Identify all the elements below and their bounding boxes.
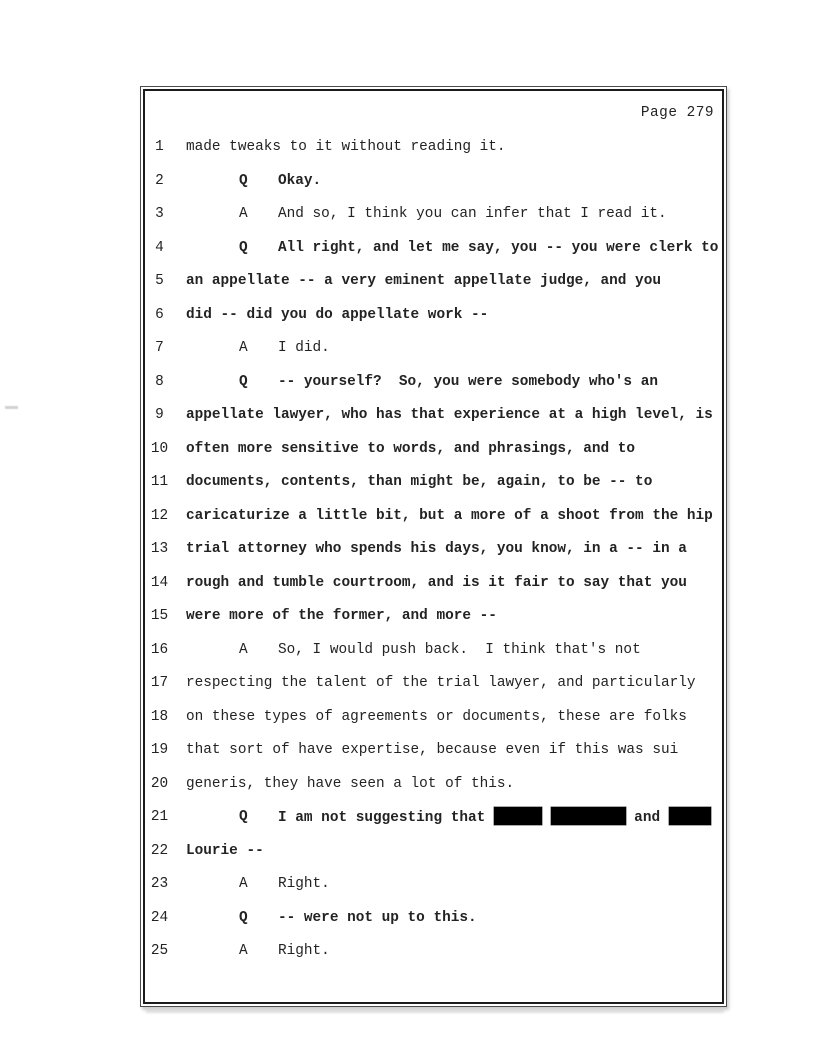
line-text: Okay. bbox=[278, 172, 322, 189]
line-number: 7 bbox=[155, 340, 164, 356]
scan-artifact-bottom bbox=[146, 1010, 724, 1013]
line-text: caricaturize a little bit, but a more of a shoot from the hip bbox=[186, 507, 713, 524]
line-text: that sort of have expertise, because even if this was sui bbox=[186, 742, 679, 758]
page-frame bbox=[140, 86, 727, 1007]
redaction-bar bbox=[551, 807, 626, 825]
transcript-line bbox=[145, 740, 722, 762]
transcript-page bbox=[145, 91, 722, 1002]
transcript-line bbox=[145, 271, 722, 293]
line-number: 17 bbox=[150, 675, 169, 691]
transcript-line bbox=[145, 171, 722, 193]
line-text: on these types of agreements or documents, these are folks bbox=[186, 708, 687, 725]
line-text: an appellate -- a very eminent appellate judge, and you bbox=[186, 273, 661, 289]
transcript-line bbox=[145, 673, 722, 695]
transcript-line bbox=[145, 506, 722, 528]
transcript-line bbox=[145, 908, 722, 930]
transcript-line bbox=[145, 807, 722, 829]
line-number: 14 bbox=[150, 574, 169, 591]
transcript-line bbox=[145, 305, 722, 327]
transcript-line bbox=[145, 372, 722, 394]
line-text: -- were not up to this. bbox=[278, 909, 477, 926]
line-number: 20 bbox=[150, 775, 169, 792]
speaker-label: A bbox=[239, 206, 248, 222]
scan-artifact-left bbox=[5, 406, 18, 409]
transcript-line bbox=[145, 640, 722, 662]
line-number: 21 bbox=[150, 809, 169, 825]
speaker-label: Q bbox=[239, 909, 248, 926]
transcript-line bbox=[145, 472, 722, 494]
line-text: Lourie -- bbox=[186, 842, 264, 859]
line-text: did -- did you do appellate work -- bbox=[186, 306, 489, 323]
line-number: 15 bbox=[150, 608, 169, 624]
transcript-line bbox=[145, 707, 722, 729]
line-number: 2 bbox=[155, 172, 164, 189]
line-text: Right. bbox=[278, 943, 330, 959]
transcript-line bbox=[145, 137, 722, 159]
transcript-line bbox=[145, 874, 722, 896]
line-number: 4 bbox=[155, 239, 164, 256]
line-number: 9 bbox=[155, 407, 164, 423]
line-number: 24 bbox=[150, 909, 169, 926]
transcript-line bbox=[145, 941, 722, 963]
transcript-line bbox=[145, 238, 722, 260]
line-number: 12 bbox=[150, 507, 169, 524]
line-number: 10 bbox=[150, 440, 169, 457]
line-number: 16 bbox=[150, 641, 169, 658]
line-number: 19 bbox=[150, 742, 169, 758]
line-text: often more sensitive to words, and phrasings, and to bbox=[186, 440, 636, 457]
line-number: 6 bbox=[155, 306, 164, 323]
transcript-line bbox=[145, 338, 722, 360]
line-text: Right. bbox=[278, 876, 330, 892]
line-number: 13 bbox=[150, 541, 169, 557]
line-number: 18 bbox=[150, 708, 169, 725]
line-number: 22 bbox=[150, 842, 169, 859]
speaker-label: Q bbox=[239, 239, 248, 256]
transcript-line bbox=[145, 774, 722, 796]
line-text: -- yourself? So, you were somebody who's an bbox=[278, 373, 658, 390]
line-number: 8 bbox=[155, 373, 164, 390]
line-number: 1 bbox=[155, 139, 164, 155]
speaker-label: A bbox=[239, 943, 248, 959]
line-number: 3 bbox=[155, 206, 164, 222]
line-text: generis, they have seen a lot of this. bbox=[186, 775, 515, 792]
line-text: All right, and let me say, you -- you were clerk to bbox=[278, 239, 719, 256]
transcript-line bbox=[145, 573, 722, 595]
speaker-label: A bbox=[239, 876, 248, 892]
line-text: made tweaks to it without reading it. bbox=[186, 139, 506, 155]
redaction-bar bbox=[669, 807, 711, 825]
line-number: 11 bbox=[150, 474, 169, 490]
redaction-bar bbox=[494, 807, 542, 825]
speaker-label: A bbox=[239, 340, 248, 356]
speaker-label: Q bbox=[239, 809, 248, 825]
transcript-line bbox=[145, 841, 722, 863]
page-number: Page 279 bbox=[640, 105, 714, 121]
line-text: documents, contents, than might be, again, to be -- to bbox=[186, 474, 653, 490]
line-text: respecting the talent of the trial lawyer, and particularly bbox=[186, 675, 696, 691]
transcript-line bbox=[145, 539, 722, 561]
line-text: appellate lawyer, who has that experience at a high level, is bbox=[186, 407, 713, 423]
line-text: And so, I think you can infer that I read it. bbox=[278, 206, 667, 222]
line-number: 25 bbox=[150, 943, 169, 959]
transcript-line bbox=[145, 439, 722, 461]
speaker-label: Q bbox=[239, 172, 248, 189]
transcript-line bbox=[145, 204, 722, 226]
speaker-label: Q bbox=[239, 373, 248, 390]
line-text: trial attorney who spends his days, you know, in a -- in a bbox=[186, 541, 687, 557]
transcript-line bbox=[145, 405, 722, 427]
transcript-line bbox=[145, 606, 722, 628]
line-number: 5 bbox=[155, 273, 164, 289]
speaker-label: A bbox=[239, 641, 248, 658]
line-text: were more of the former, and more -- bbox=[186, 608, 497, 624]
line-text: I am not suggesting that and bbox=[278, 807, 711, 828]
line-text: rough and tumble courtroom, and is it fair to say that you bbox=[186, 574, 687, 591]
page-frame-inner-border bbox=[143, 89, 724, 1004]
line-text: I did. bbox=[278, 340, 330, 356]
line-number: 23 bbox=[150, 876, 169, 892]
line-text: So, I would push back. I think that's not bbox=[278, 641, 641, 658]
